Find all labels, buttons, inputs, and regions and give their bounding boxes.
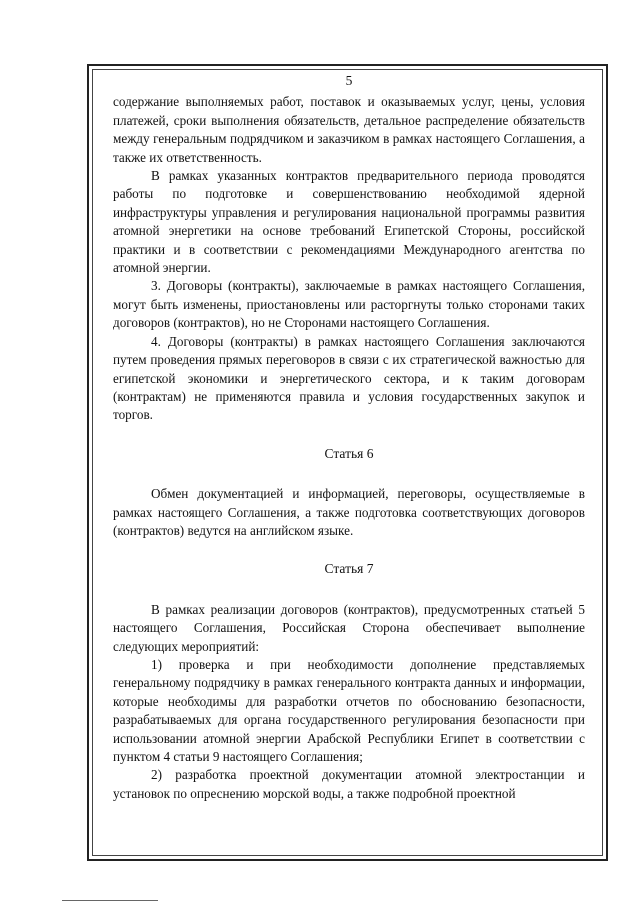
paragraph-contract-contents: содержание выполняемых работ, поставок и оказываемых услуг, цены, условия платежей, сроки выполнения обязательств, детальное распределение обязательств между генеральным подрядчиком и заказчиком в рамках настоящего Соглашения, а также их ответственность. [113, 94, 585, 165]
paragraph-item-4: 4. Договоры (контракты) в рамках настоящего Соглашения заключаются путем проведения прямых переговоров в связи с их стратегической важностью для египетской экономики и энергетического сектора, и к таким договорам (контрактам) не применяются правила и условия государственных закупок и торгов. [113, 333, 585, 423]
footnote-rule [62, 900, 158, 901]
page-number: 5 [345, 73, 353, 88]
paragraph-article-7-item-1: 1) проверка и при необходимости дополнение представляемых генеральному подрядчику в рамках генерального контракта данных и информации, которые необходимы для разработки отчетов по обоснованию безопасности, разрабатываемых для органа государственного регулирования безопасности при использовании атомной энергии Арабской Республики Египет в соответствии с пунктом 4 статьи 9 настоящего Соглашения; [113, 656, 585, 764]
paragraph-item-3: 3. Договоры (контракты), заключаемые в рамках настоящего Соглашения, могут быть изменены, приостановлены или расторгнуты только сторонами таких договоров (контрактов), но не Сторонами настоящего Соглашения. [113, 278, 585, 331]
article-6-heading: Статья 6 [324, 445, 374, 461]
document-body [113, 72, 585, 803]
paragraph-article-6: Обмен документацией и информацией, переговоры, осуществляемые в рамках настоящего Соглашения, а также подготовка соответствующих договоров (контрактов) ведутся на английском языке. [113, 486, 585, 538]
article-7-heading: Статья 7 [324, 561, 374, 577]
paragraph-article-7-item-2: 2) разработка проектной документации атомной электростанции и установок по опреснению морской воды, а также подробной проектной [113, 767, 585, 801]
paragraph-article-7-intro: В рамках реализации договоров (контрактов), предусмотренных статьей 5 настоящего Соглашения, Российская Сторона обеспечивает выполнение следующих мероприятий: [113, 601, 585, 654]
paragraph-preliminary-period: В рамках указанных контрактов предварительного периода проводятся работы по подготовке и совершенствованию необходимой ядерной инфраструктуры управления и регулирования национальной программы развития атомной энергетики на основе требований Египетской Стороны, российской практики и в соответствии с рекомендациями Международного агентства по атомной энергии. [113, 168, 585, 276]
